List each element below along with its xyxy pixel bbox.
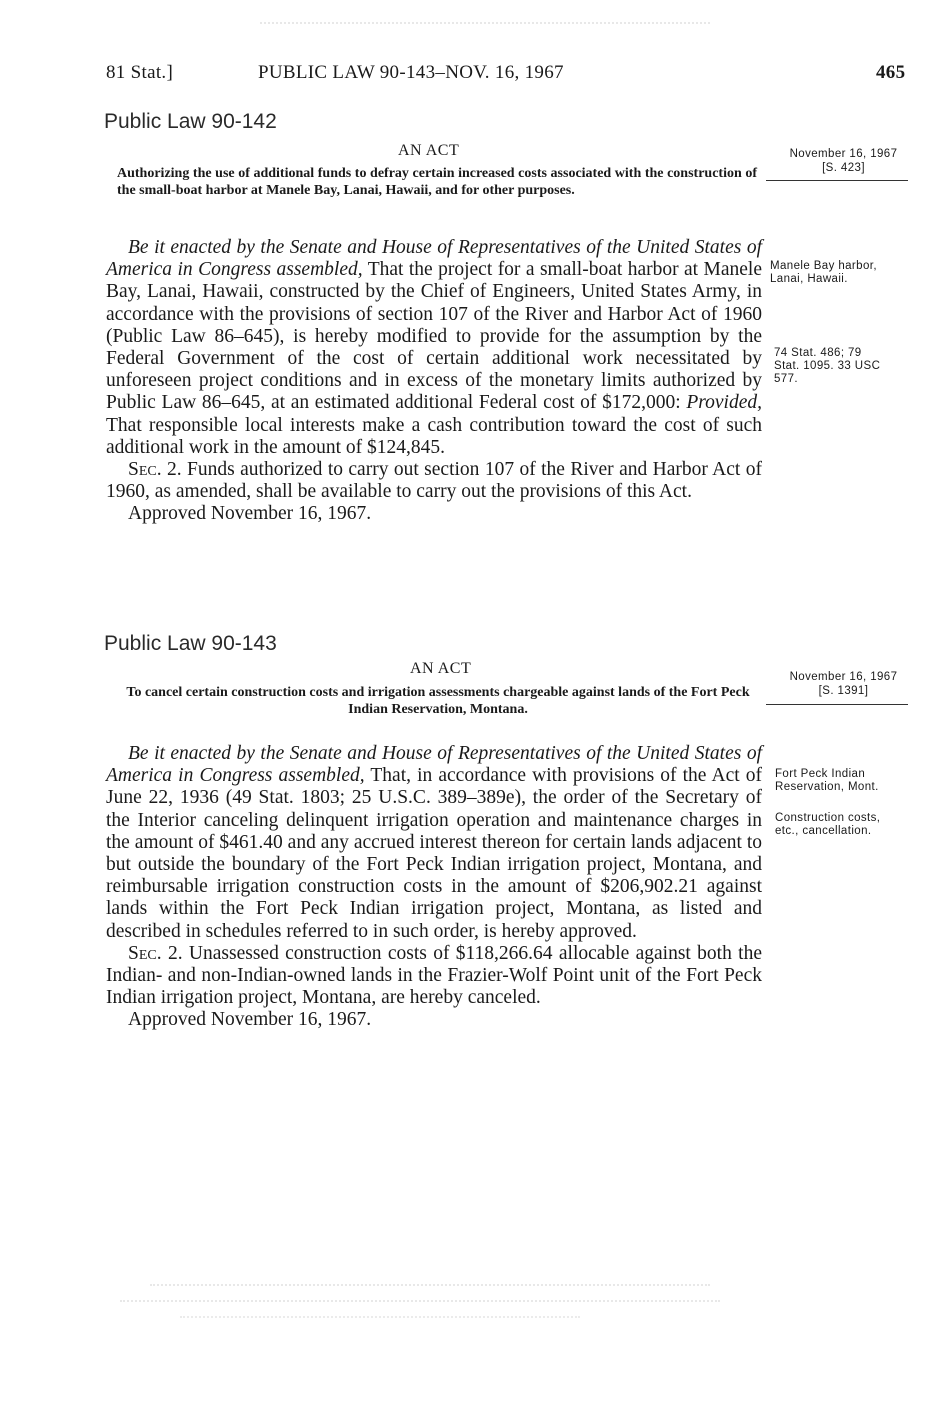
law2-title: Public Law 90-143 bbox=[104, 632, 277, 655]
law1-title: Public Law 90-142 bbox=[104, 110, 277, 133]
law1-sec2-label: Sec. 2. bbox=[128, 459, 182, 481]
law2-section-2 bbox=[106, 943, 762, 1010]
law1-text-part2: That responsible local interests make a cash contribution toward the cost of such additional work in the amount of $124,845. bbox=[106, 414, 762, 458]
law1-act-label: AN ACT bbox=[398, 142, 460, 159]
law1-approved: Approved November 16, 1967. bbox=[128, 503, 372, 525]
law1-side-date: November 16, 1967 bbox=[789, 148, 898, 160]
law1-sec2-text: Funds authorized to carry out section 107 of the River and Harbor Act of 1960, as amended, shall be available to carry out the provisions of this Act. bbox=[106, 459, 762, 503]
law2-enacting-clause: Be it enacted by the Senate and House of Representatives of the United States of America in Congress assembled, bbox=[106, 743, 762, 787]
header-page-number: 465 bbox=[876, 62, 906, 83]
law2-side-date: November 16, 1967 bbox=[789, 671, 898, 683]
law1-section-1 bbox=[106, 237, 762, 459]
law2-sec2-text: Unassessed construction costs of $118,266.64 allocable against both the Indian- and non-Indian-owned lands in the Frazier-Wolf Point unit of the Fort Peck Indian irrigation project, Montana, are hereby canceled. bbox=[106, 942, 762, 1009]
law1-margin-note-subject: Manele Bay harbor, Lanai, Hawaii. bbox=[770, 260, 877, 285]
law2-act-label: AN ACT bbox=[410, 660, 472, 677]
law2-side-bill: [S. 1391] bbox=[818, 685, 869, 697]
header-volume: 81 Stat.] bbox=[106, 62, 174, 83]
law2-margin-note-subject: Fort Peck Indian Reservation, Mont. bbox=[775, 768, 879, 793]
law2-purpose: To cancel certain construction costs and irrigation assessments chargeable against lands of the Fort Peck Indian Reservation, Montana. bbox=[126, 685, 750, 717]
law1-section-2 bbox=[106, 459, 762, 503]
law1-side-rule bbox=[766, 180, 908, 181]
law2-margin-note-action: Construction costs, etc., cancellation. bbox=[775, 812, 881, 837]
law2-sec2-label: Sec. 2. bbox=[128, 942, 183, 964]
law2-approved: Approved November 16, 1967. bbox=[128, 1009, 372, 1031]
law1-side-bill: [S. 423] bbox=[822, 162, 865, 174]
law1-purpose: Authorizing the use of additional funds to defray certain increased costs associated with the construction of the small-boat harbor at Manele Bay, Lanai, Hawaii, and for other purposes. bbox=[117, 166, 757, 198]
bleed-through-top bbox=[260, 12, 710, 24]
law1-body bbox=[106, 237, 762, 526]
law1-text-part1: That the project for a small-boat harbor at Manele Bay, Lanai, Hawaii, constructed by the Chief of Engineers, United States Army, in accordance with the provisions of section 107 of the River and Harbor Act of 1960 (Public Law 86–645), is hereby modified to provide for the assumption by the Federal Government of the cost of certain additional work necessitated by unforeseen project conditions and in excess of the monetary limits authorized by Public Law 86–645, at an estimated additional Federal cost of $172,000: bbox=[106, 259, 762, 414]
law2-side-rule bbox=[766, 704, 908, 705]
bleed-through-text bbox=[120, 1270, 760, 1330]
law1-enacting-clause: Be it enacted by the Senate and House of Representatives of the United States of America in Congress assembled, bbox=[106, 237, 762, 281]
law1-proviso: Provided, bbox=[686, 392, 762, 414]
header-running-title: PUBLIC LAW 90-143–NOV. 16, 1967 bbox=[258, 62, 564, 83]
law2-body bbox=[106, 743, 762, 1032]
law2-text-part1: That, in accordance with provisions of the Act of June 22, 1936 (49 Stat. 1803; 25 U.S.C. 389–389e), the order of the Secretary of the Interior canceling delinquent irrigation operation and maintenance charges in the amount of $461.40 and any accrued interest thereon for certain lands adjacent to but outside the boundary of the Fort Peck Indian irrigation project, Montana, and reimbursable irrigation construction costs in the amount of $206,902.21 against lands within the Fort Peck Indian irrigation project, Montana, as listed and described in schedules referred to in such order, is hereby approved. bbox=[106, 765, 762, 942]
law2-section-1 bbox=[106, 743, 762, 943]
law1-margin-note-citation: 74 Stat. 486; 79 Stat. 1095. 33 USC 577. bbox=[774, 347, 881, 385]
